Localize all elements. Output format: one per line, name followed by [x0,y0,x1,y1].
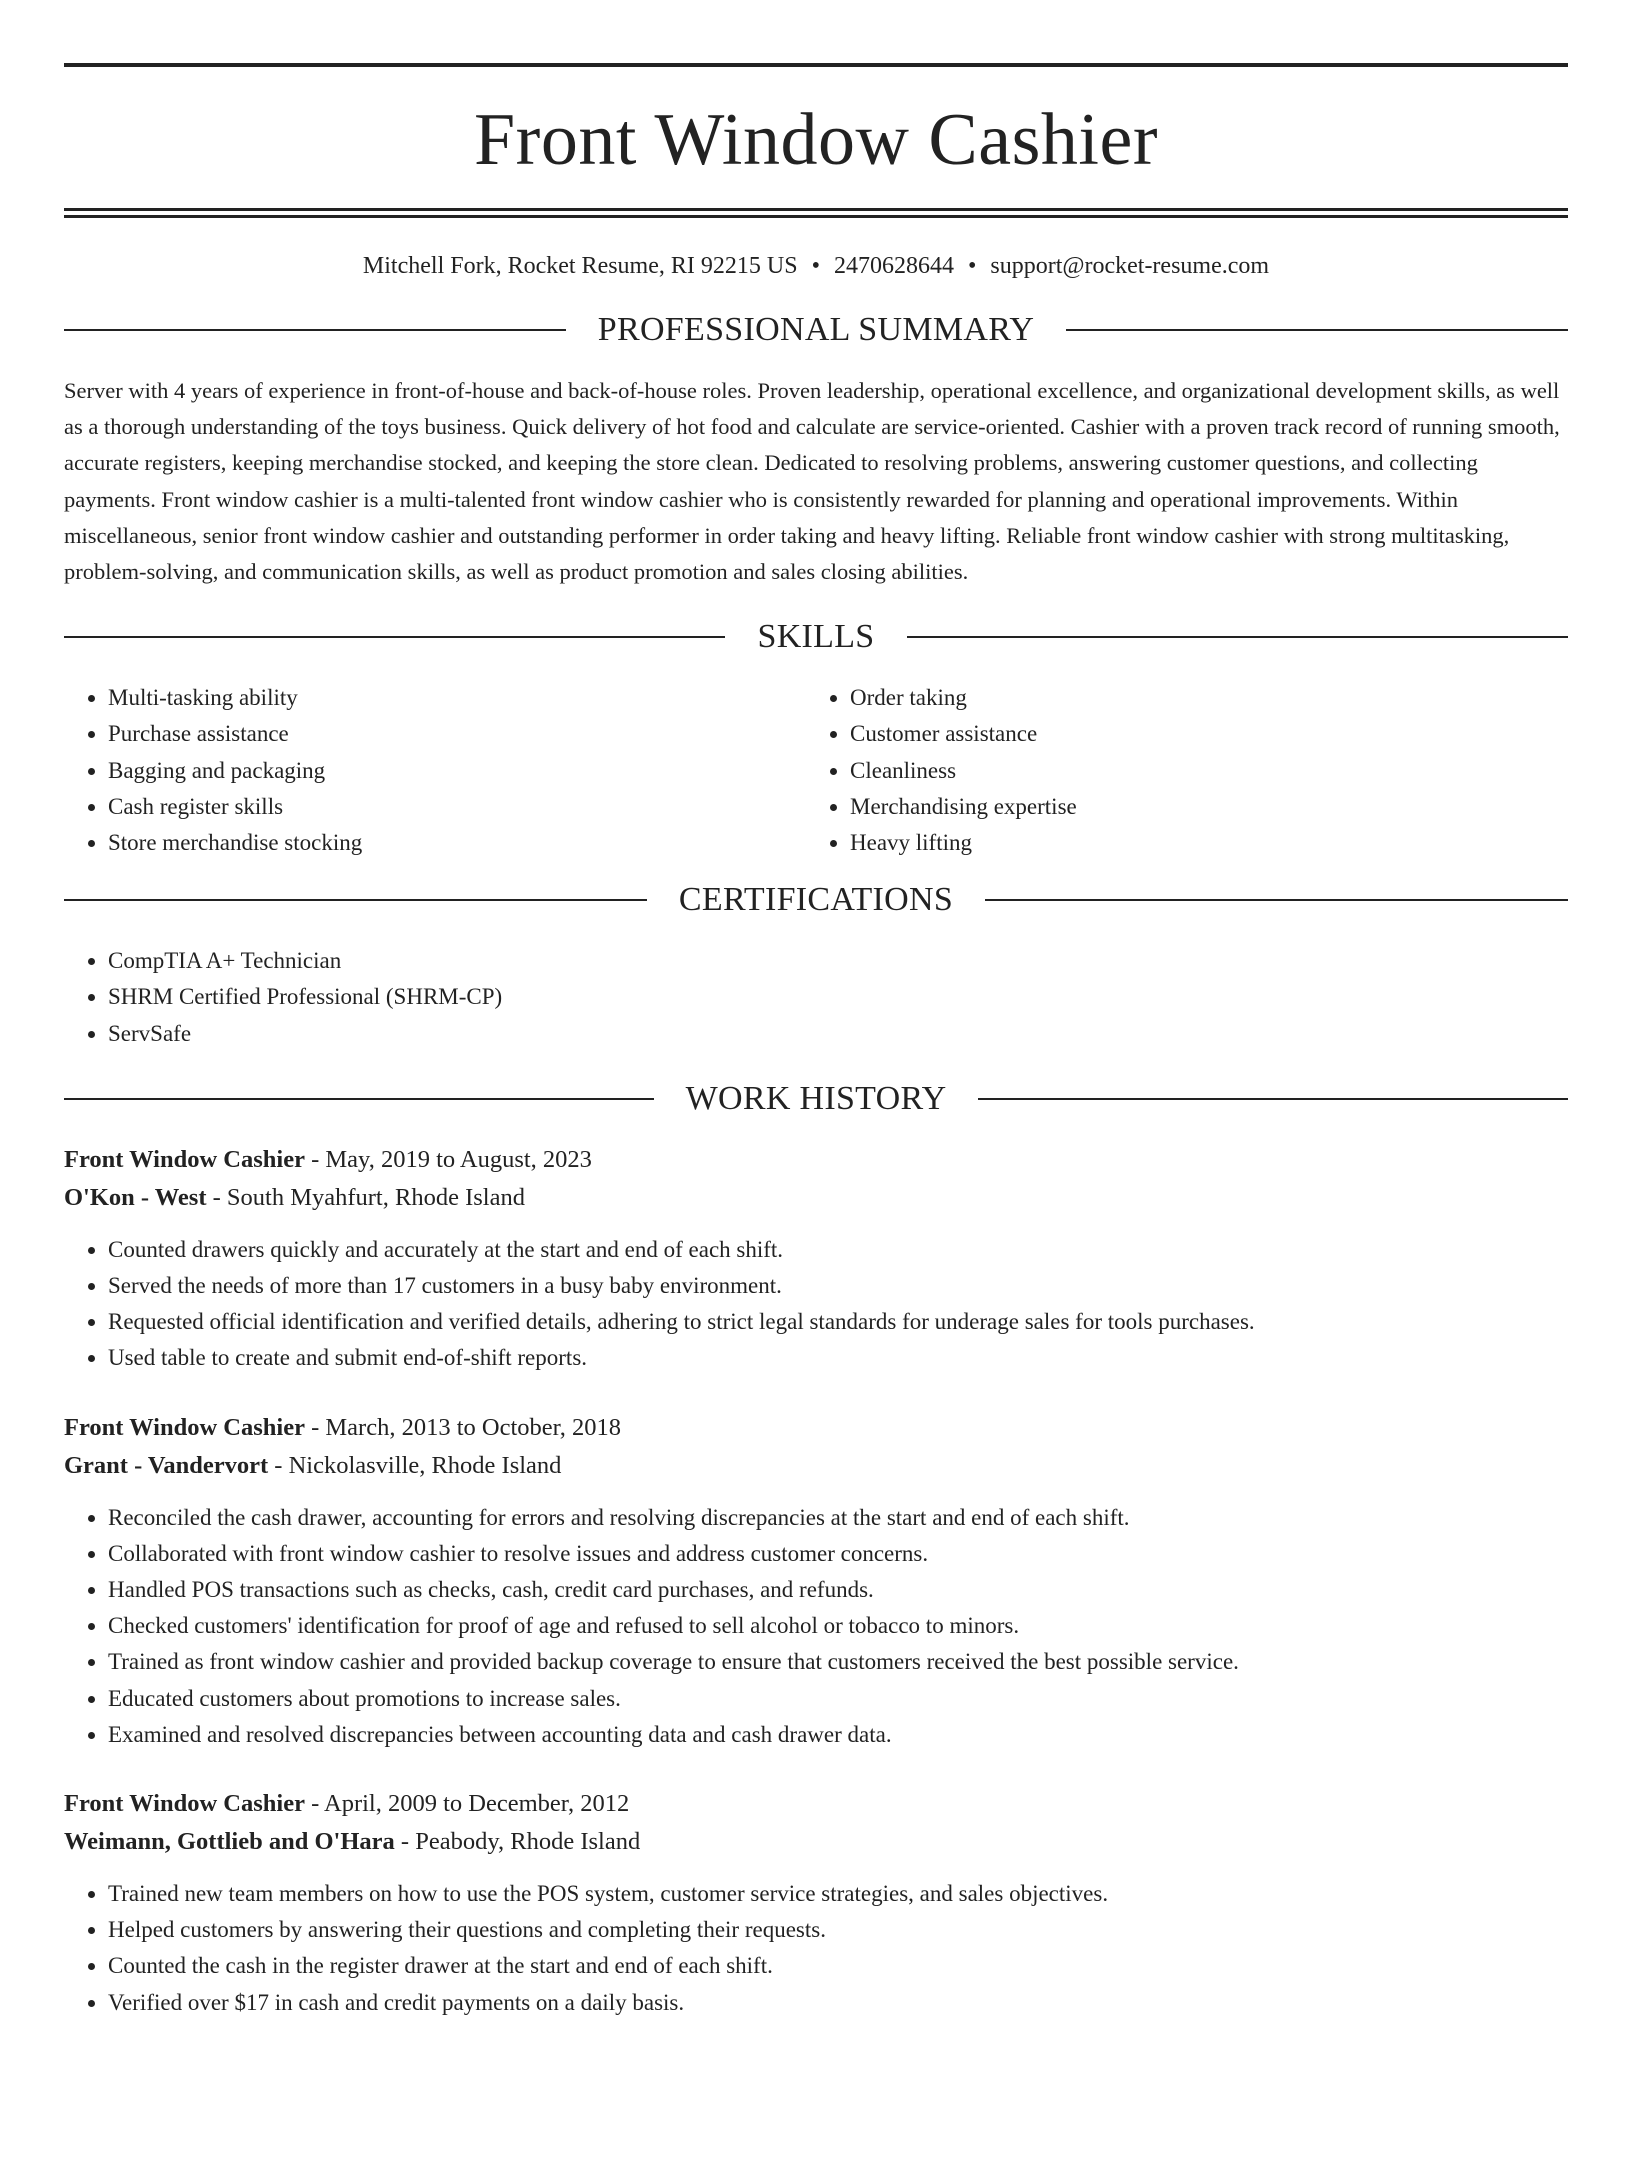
section-rule-right [978,1098,1568,1100]
work-section-header [64,1079,1568,1117]
contact-separator: • [811,253,820,279]
job-bullet: • Verified over $17 in cash and credit payments on a daily basis. [108,1985,1568,2021]
summary-text: Server with 4 years of experience in front-of-house and back-of-house roles. Proven leadership, operational excellence, and organizational development skills, as well as a thorough understanding of the toys business. Quick delivery of hot food and calculate are service-oriented. Cashier with a proven track record of running smooth, accurate registers, keeping merchandise stocked, and keeping the store clean. Dedicated to resolving problems, answering customer questions, and collecting payments. Front window cashier is a multi-talented front window cashier who is consistently rewarded for planning and operational improvements. Within miscellaneous, senior front window cashier and outstanding performer in order taking and heavy lifting. Reliable front window cashier with strong multitasking, problem-solving, and communication skills, as well as product promotion and sales closing abilities. [64,378,1560,585]
section-rule-left [64,329,566,331]
name-double-rule [64,208,1568,218]
job-dates: - March, 2013 to October, 2018 [304,1413,622,1441]
section-rule-right [985,899,1568,901]
top-rule [64,63,1568,67]
certifications-section-header [64,883,1568,917]
job-bullet: • Trained as front window cashier and provided backup coverage to ensure that customers received the best possible service. [108,1644,1568,1680]
skills-section-header [64,620,1568,654]
job-entry [64,1141,1568,1377]
job-company: O'Kon - West [64,1183,207,1211]
job-company-line [64,1823,1568,1861]
section-rule-left [64,1098,654,1100]
contact-line [64,254,1568,278]
job-title-line [64,1409,1568,1447]
job-bullet: • Examined and resolved discrepancies between accounting data and cash drawer data. [108,1717,1568,1753]
job-bullet: • Educated customers about promotions to increase sales. [108,1681,1568,1717]
contact-address: Mitchell Fork, Rocket Resume, RI 92215 US [362,253,798,279]
contact-email[interactable]: support@rocket-resume.com [990,253,1270,279]
certification-item: • CompTIA A+ Technician [108,943,1568,979]
job-bullets [64,1500,1568,1753]
contact-phone[interactable]: 2470628644 [833,253,954,279]
job-company-line [64,1179,1568,1217]
job-role: Front Window Cashier [64,1413,305,1441]
section-rule-left [64,899,647,901]
job-location: - Nickolasville, Rhode Island [268,1451,562,1479]
job-title-line [64,1141,1568,1179]
job-entry [64,1785,1568,2021]
job-dates: - May, 2019 to August, 2023 [304,1145,592,1173]
skills-list-left [64,680,806,861]
skill-item: • Bagging and packaging [108,753,806,789]
job-role: Front Window Cashier [64,1145,305,1173]
skill-item: • Cash register skills [108,789,806,825]
section-rule-left [64,636,725,638]
skill-item: • Cleanliness [850,753,1548,789]
job-bullet: • Handled POS transactions such as checks, cash, credit card purchases, and refunds. [108,1572,1568,1608]
job-company: Weimann, Gottlieb and O'Hara [64,1828,395,1856]
resume-name: Front Window Cashier [474,99,1158,181]
skills-list-right [806,680,1548,861]
skill-item: • Merchandising expertise [850,789,1548,825]
work-section-title: WORK HISTORY [685,1079,947,1117]
job-bullet: • Collaborated with front window cashier to resolve issues and address customer concerns. [108,1536,1568,1572]
skills-section-title: SKILLS [757,618,875,656]
section-rule-right [1066,329,1568,331]
job-entry [64,1409,1568,1753]
job-company: Grant - Vandervort [64,1451,269,1479]
skill-item: • Order taking [850,680,1548,716]
skills-column-left [64,680,806,861]
certifications-section-title: CERTIFICATIONS [678,881,954,919]
contact-separator: • [967,253,977,279]
skill-item: • Multi-tasking ability [108,680,806,716]
certification-item: • ServSafe [108,1016,1568,1052]
job-bullet: • Counted the cash in the register drawer at the start and end of each shift. [108,1948,1568,1984]
job-title-line [64,1785,1568,1823]
job-bullet: • Requested official identification and verified details, adhering to strict legal standards for underage sales for tools purchases. [108,1304,1568,1340]
job-bullet: • Helped customers by answering their questions and completing their requests. [108,1912,1568,1948]
job-bullets [64,1232,1568,1377]
resume-page [0,63,1632,2175]
job-bullet: • Trained new team members on how to use the POS system, customer service strategies, and sales objectives. [108,1876,1568,1912]
summary-section-title: PROFESSIONAL SUMMARY [597,311,1035,348]
job-location: - South Myahfurt, Rhode Island [206,1183,525,1211]
job-bullet: • Checked customers' identification for proof of age and refused to sell alcohol or tobacco to minors. [108,1608,1568,1644]
certification-item: • SHRM Certified Professional (SHRM-CP) [108,979,1568,1015]
summary-section-header [64,313,1568,347]
skill-item: • Customer assistance [850,716,1548,752]
skill-item: • Purchase assistance [108,716,806,752]
job-dates: - April, 2009 to December, 2012 [304,1790,630,1818]
job-bullet: • Counted drawers quickly and accurately at the start and end of each shift. [108,1232,1568,1268]
certifications-list [64,943,1568,1052]
job-company-line [64,1447,1568,1485]
job-bullet: • Reconciled the cash drawer, accounting for errors and resolving discrepancies at the start and end of each shift. [108,1500,1568,1536]
job-bullet: • Used table to create and submit end-of-shift reports. [108,1340,1568,1376]
job-bullet: • Served the needs of more than 17 customers in a busy baby environment. [108,1268,1568,1304]
skills-column-right [806,680,1548,861]
job-bullets [64,1876,1568,2021]
job-location: - Peabody, Rhode Island [394,1828,641,1856]
skill-item: • Store merchandise stocking [108,825,806,861]
section-rule-right [907,636,1568,638]
job-role: Front Window Cashier [64,1790,305,1818]
skills-grid [64,680,1568,861]
skill-item: • Heavy lifting [850,825,1548,861]
